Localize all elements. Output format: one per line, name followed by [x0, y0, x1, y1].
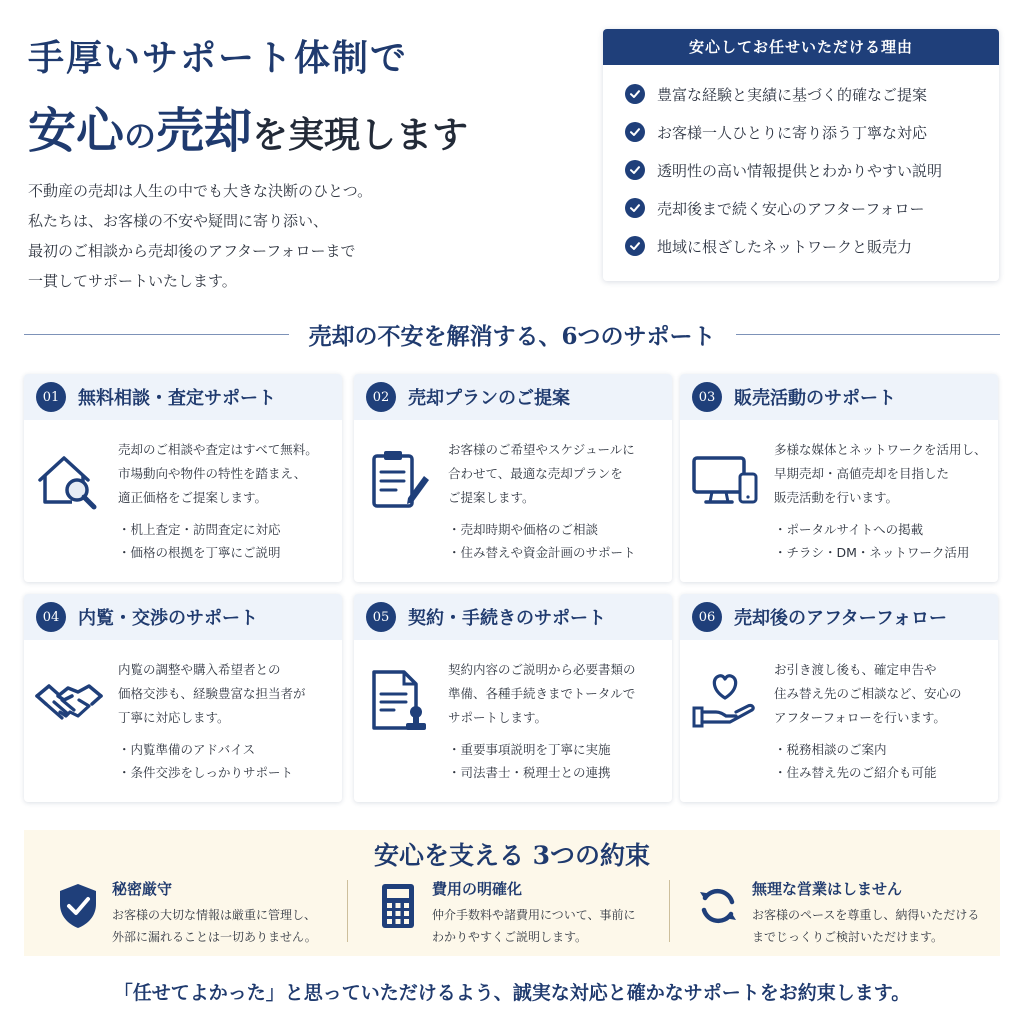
- card-header: [24, 374, 342, 420]
- card-bullet: ・司法書士・税理士との連携: [448, 765, 611, 780]
- card-desc-line: 多様な媒体とネットワークを活用し、: [774, 442, 987, 457]
- card-number: 06: [692, 602, 722, 632]
- card-desc-line: 市場動向や物件の特性を踏まえ、: [118, 466, 307, 481]
- card-header: [354, 594, 672, 640]
- check-circle-icon: [625, 160, 645, 180]
- card-desc-line: お客様のご希望やスケジュールに: [448, 442, 635, 457]
- reason-item: [625, 113, 999, 151]
- card-bullet: ・内覧準備のアドバイス: [118, 742, 256, 757]
- promise-description: [752, 904, 979, 948]
- hero-intro-line: 一貫してサポートいたします。: [28, 272, 237, 290]
- card-description: [448, 658, 668, 730]
- card-desc-line: 販売活動を行います。: [774, 490, 899, 505]
- card-bullets: [118, 518, 340, 564]
- hero-title-rest: を実現します: [252, 114, 469, 156]
- support-card-2: [354, 374, 672, 582]
- promises-title: 安心を支える 3つの約束: [373, 841, 651, 870]
- hero-title-emphasis-baikyaku: 売却: [156, 103, 253, 159]
- contract-stamp-icon: [364, 666, 434, 736]
- calculator-icon: [376, 882, 420, 930]
- reasons-title: 安心してお任せいただける理由: [603, 29, 999, 65]
- card-desc-line: 早期売却・高値売却を目指した: [774, 466, 950, 481]
- card-bullet: ・価格の根拠を丁寧にご説明: [118, 545, 281, 560]
- promise-title: 費用の明確化: [432, 880, 523, 898]
- check-circle-icon: [625, 122, 645, 142]
- card-bullet: ・重要事項説明を丁寧に実施: [448, 742, 611, 757]
- promise-item-2: [376, 878, 676, 950]
- card-description: [448, 438, 668, 510]
- hero-title-emphasis-anshin: 安心: [28, 103, 125, 159]
- promise-desc-line: お客様の大切な情報は厳重に管理し、: [112, 908, 317, 922]
- card-bullet: ・税務相談のご案内: [774, 742, 887, 757]
- card-bullet: ・住み替えや資金計画のサポート: [448, 545, 636, 560]
- check-circle-icon: [625, 236, 645, 256]
- check-circle-icon: [625, 198, 645, 218]
- card-header: [354, 374, 672, 420]
- handshake-icon: [34, 666, 104, 736]
- support-section-heading: [24, 316, 1000, 352]
- card-title: 無料相談・査定サポート: [78, 388, 276, 409]
- card-desc-line: 住み替え先のご相談など、安心の: [774, 686, 962, 701]
- reasons-box: [603, 29, 999, 281]
- promise-item-3: [696, 878, 996, 950]
- reason-text: 透明性の高い情報提供とわかりやすい説明: [657, 161, 943, 180]
- check-circle-icon: [625, 84, 645, 104]
- card-desc-line: 合わせて、最適な売却プランを: [448, 466, 623, 481]
- support-card-5: [354, 594, 672, 802]
- promise-divider: [669, 880, 670, 942]
- reason-text: 売却後まで続く安心のアフターフォロー: [657, 199, 925, 218]
- card-header: [680, 594, 998, 640]
- hero-title-particle: の: [124, 117, 157, 155]
- card-header: [24, 594, 342, 640]
- card-bullets: [774, 738, 996, 784]
- reason-item: [625, 189, 999, 227]
- hero-intro-line: 最初のご相談から売却後のアフターフォローまで: [28, 242, 356, 260]
- clipboard-pen-icon: [364, 446, 434, 516]
- card-bullet: ・売却時期や価格のご相談: [448, 522, 599, 537]
- support-card-4: [24, 594, 342, 802]
- card-desc-line: お引き渡し後も、確定申告や: [774, 662, 937, 677]
- card-desc-line: 丁寧に対応します。: [118, 710, 230, 725]
- shield-check-icon: [56, 882, 100, 930]
- card-description: [774, 658, 994, 730]
- hero-intro-line: 私たちは、お客様の不安や疑問に寄り添い、: [28, 212, 329, 230]
- card-bullet: ・机上査定・訪問査定に対応: [118, 522, 281, 537]
- promise-item-1: [56, 878, 356, 950]
- support-card-1: [24, 374, 342, 582]
- reason-text: 豊富な経験と実績に基づく的確なご提案: [657, 85, 928, 104]
- monitor-phone-icon: [690, 446, 760, 516]
- card-desc-line: 準備、各種手続きまでトータルで: [448, 686, 636, 701]
- refresh-arrows-icon: [696, 882, 740, 930]
- house-search-icon: [34, 446, 104, 516]
- hero-title-line1: 手厚いサポート体制で: [28, 37, 409, 79]
- card-desc-line: アフターフォローを行います。: [774, 710, 946, 725]
- card-desc-line: 内覧の調整や購入希望者との: [118, 662, 281, 677]
- promise-desc-line: 仲介手数料や諸費用について、事前に: [432, 908, 636, 922]
- promise-desc-line: わかりやすくご説明します。: [432, 930, 588, 944]
- card-bullet: ・チラシ・DM・ネットワーク活用: [774, 545, 970, 560]
- promise-desc-line: までじっくりご検討いただけます。: [752, 930, 944, 944]
- support-section-title: 売却の不安を解消する、6つのサポート: [308, 322, 716, 350]
- card-bullets: [448, 738, 670, 784]
- promises-panel: [24, 830, 1000, 956]
- card-number: 04: [36, 602, 66, 632]
- card-desc-line: サポートします。: [448, 710, 548, 725]
- card-title: 内覧・交渉のサポート: [78, 608, 258, 629]
- card-description: [118, 438, 338, 510]
- closing-message: 「任せてよかった」と思っていただけるよう、誠実な対応と確かなサポートをお約束します。: [113, 982, 911, 1004]
- reason-item: [625, 227, 999, 265]
- promise-desc-line: お客様のペースを尊重し、納得いただける: [752, 908, 980, 922]
- card-bullets: [448, 518, 670, 564]
- reason-item: [625, 151, 999, 189]
- card-desc-line: 売却のご相談や査定はすべて無料。: [118, 442, 318, 457]
- card-number: 03: [692, 382, 722, 412]
- promise-desc-line: 外部に漏れることは一切ありません。: [112, 930, 317, 944]
- card-bullets: [774, 518, 996, 564]
- promise-description: [112, 904, 317, 948]
- card-bullets: [118, 738, 340, 784]
- card-bullet: ・ポータルサイトへの掲載: [774, 522, 924, 537]
- promise-title: 秘密厳守: [112, 880, 173, 898]
- card-bullet: ・条件交渉をしっかりサポート: [118, 765, 294, 780]
- promise-title: 無理な営業はしません: [752, 880, 903, 898]
- hero-title-line2: [28, 92, 468, 161]
- card-desc-line: 価格交渉も、経験豊富な担当者が: [118, 686, 306, 701]
- support-card-3: [680, 374, 998, 582]
- promise-description: [432, 904, 636, 948]
- card-title: 販売活動のサポート: [734, 388, 896, 409]
- card-bullet: ・住み替え先のご紹介も可能: [774, 765, 937, 780]
- card-number: 01: [36, 382, 66, 412]
- card-header: [680, 374, 998, 420]
- divider-left: [24, 334, 289, 335]
- card-number: 02: [366, 382, 396, 412]
- hero-intro-line: 不動産の売却は人生の中でも大きな決断のひとつ。: [28, 182, 373, 200]
- reasons-list: [603, 65, 999, 265]
- reason-text: お客様一人ひとりに寄り添う丁寧な対応: [657, 123, 928, 142]
- hero-intro: [28, 176, 448, 296]
- card-desc-line: 適正価格をご提案します。: [118, 490, 268, 505]
- support-card-6: [680, 594, 998, 802]
- card-description: [118, 658, 338, 730]
- reason-text: 地域に根ざしたネットワークと販売力: [657, 237, 913, 256]
- card-title: 契約・手続きのサポート: [408, 608, 606, 629]
- heart-hand-icon: [690, 666, 760, 736]
- card-description: [774, 438, 994, 510]
- promise-divider: [347, 880, 348, 942]
- card-number: 05: [366, 602, 396, 632]
- divider-right: [736, 334, 1001, 335]
- card-desc-line: ご提案します。: [448, 490, 535, 505]
- card-title: 売却プランのご提案: [408, 388, 570, 409]
- card-title: 売却後のアフターフォロー: [734, 608, 947, 629]
- reason-item: [625, 75, 999, 113]
- card-desc-line: 契約内容のご説明から必要書類の: [448, 662, 636, 677]
